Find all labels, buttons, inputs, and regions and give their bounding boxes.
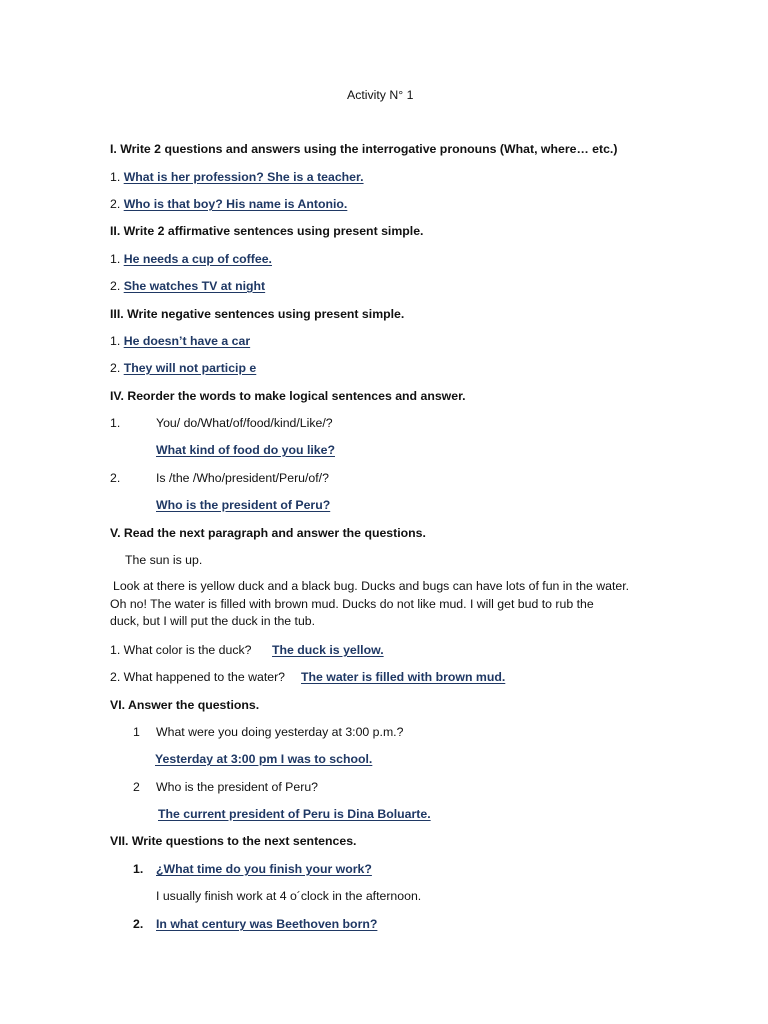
s7-item-2-answer: In what century was Beethoven born?: [156, 917, 378, 931]
s7-item-1-answer: ¿What time do you finish your work?: [156, 862, 372, 876]
answer-text: He doesn’t have a car: [123, 334, 251, 348]
item-number: 2.: [110, 279, 121, 293]
s4-item-1-number: 1.: [110, 416, 121, 430]
s1-item-1: [110, 169, 364, 185]
page-title: Activity N° 1: [347, 88, 414, 102]
s4-item-2-prompt: Is /the /Who/president/Peru/of/?: [156, 471, 329, 485]
s6-item-1-number: 1: [133, 725, 140, 739]
answer-text: He needs a cup of coffee.: [123, 252, 272, 266]
item-number: 1.: [110, 170, 121, 184]
s4-item-1-answer: What kind of food do you like?: [156, 443, 335, 457]
section-6-heading: VI. Answer the questions.: [110, 698, 260, 712]
section-7-heading: VII. Write questions to the next sentences.: [110, 834, 357, 848]
s3-item-2: [110, 360, 256, 376]
s5-question-1: 1. What color is the duck?: [110, 643, 252, 657]
item-number: 2.: [110, 197, 121, 211]
s5-answer-2: The water is filled with brown mud.: [301, 670, 506, 684]
section-4-heading: IV. Reorder the words to make logical sentences and answer.: [110, 389, 466, 403]
s1-item-2: [110, 196, 347, 212]
s6-item-1-answer: Yesterday at 3:00 pm I was to school.: [155, 752, 373, 766]
paragraph-line: Look at there is yellow duck and a black bug. Ducks and bugs can have lots of fun in the water.: [113, 579, 630, 593]
answer-text: Who is that boy? His name is Antonio.: [123, 197, 348, 211]
s7-item-1-sentence: I usually finish work at 4 o´clock in the afternoon.: [156, 889, 422, 903]
s6-item-2-number: 2: [133, 780, 140, 794]
answer-text: They will not particip e: [123, 361, 257, 375]
s2-item-2: [110, 278, 265, 294]
section-5-heading: V. Read the next paragraph and answer the questions.: [110, 526, 426, 540]
section-2-heading: II. Write 2 affirmative sentences using present simple.: [110, 224, 424, 238]
s7-item-2-number: 2.: [133, 917, 144, 931]
s5-intro: The sun is up.: [125, 553, 203, 567]
s6-item-2-answer: The current president of Peru is Dina Boluarte.: [158, 807, 431, 821]
reading-paragraph: [110, 578, 670, 631]
item-number: 1.: [110, 334, 121, 348]
answer-text: She watches TV at night: [123, 279, 266, 293]
item-number: 1.: [110, 252, 121, 266]
section-1-heading: I. Write 2 questions and answers using the interrogative pronouns (What, where… etc.): [110, 142, 618, 156]
item-number: 2.: [110, 361, 121, 375]
s4-item-2-number: 2.: [110, 471, 121, 485]
section-3-heading: III. Write negative sentences using present simple.: [110, 307, 405, 321]
s2-item-1: [110, 251, 272, 267]
s6-item-1-question: What were you doing yesterday at 3:00 p.m.?: [156, 725, 404, 739]
s5-answer-1: The duck is yellow.: [272, 643, 384, 657]
s6-item-2-question: Who is the president of Peru?: [156, 780, 318, 794]
s3-item-1: [110, 333, 250, 349]
answer-text: What is her profession? She is a teacher.: [123, 170, 364, 184]
paragraph-line: duck, but I will put the duck in the tub.: [110, 614, 316, 628]
s4-item-2-answer: Who is the president of Peru?: [156, 498, 331, 512]
paragraph-line: Oh no! The water is filled with brown mud. Ducks do not like mud. I will get bud to rub the: [110, 596, 594, 611]
s4-item-1-prompt: You/ do/What/of/food/kind/Like/?: [156, 416, 333, 430]
s7-item-1-number: 1.: [133, 862, 144, 876]
s5-question-2: 2. What happened to the water?: [110, 670, 286, 684]
